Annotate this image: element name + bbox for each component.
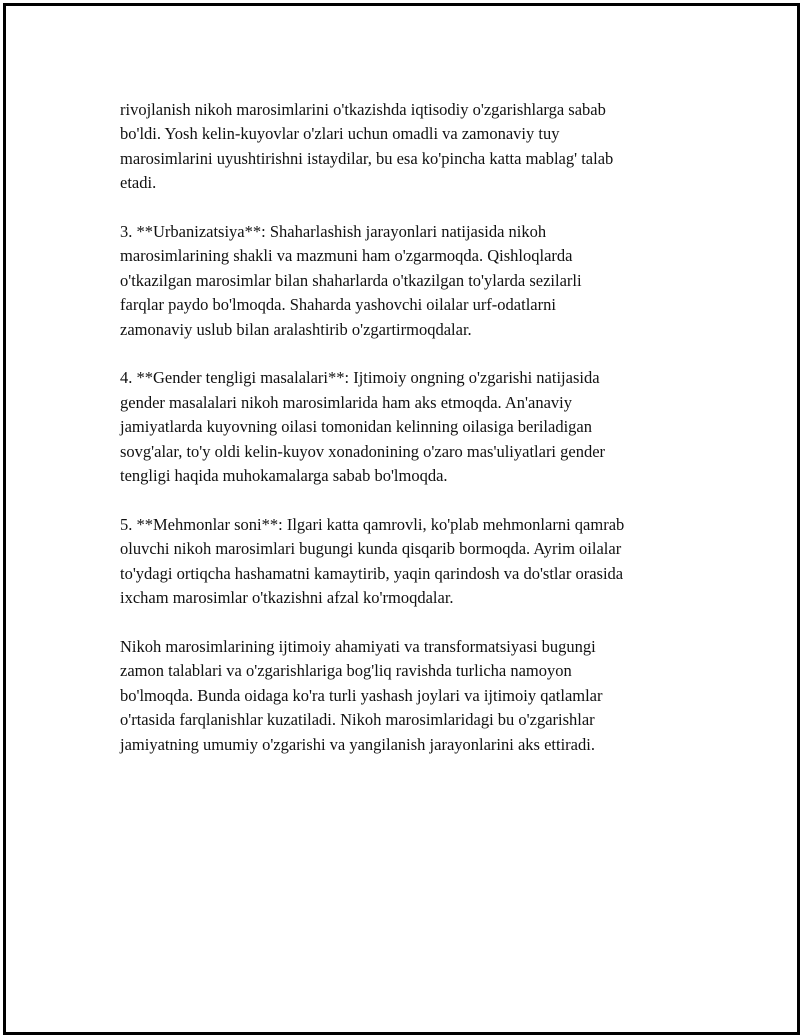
document-body [120, 98, 680, 781]
paragraph-urbanization: 3. **Urbanizatsiya**: Shaharlashish jarayonlari natijasida nikoh marosimlarining shakli va mazmuni ham o'zgarmoqda. Qishloqlarda o'tkazilgan marosimlar bilan shaharlarda o'tkazilgan to'ylarda sezilarli farqlar paydo bo'lmoqda. Shaharda yashovchi oilalar urf-odatlarni zamonaviy uslub bilan aralashtirib o'zgartirmoqdalar. [120, 222, 582, 339]
paragraph-conclusion: Nikoh marosimlarining ijtimoiy ahamiyati va transformatsiyasi bugungi zamon talablari va o'zgarishlariga bog'liq ravishda turlicha namoyon bo'lmoqda. Bunda oidaga ko'ra turli yashash joylari va ijtimoiy qatlamlar o'rtasida farqlanishlar kuzatiladi. Nikoh marosimlaridagi bu o'zgarishlar jamiyatning umumiy o'zgarishi va yangilanish jarayonlarini aks ettiradi. [120, 636, 603, 754]
paragraph-economic-changes: rivojlanish nikoh marosimlarini o'tkazishda iqtisodiy o'zgarishlarga sabab bo'ldi. Yosh kelin-kuyovlar o'zlari uchun omadli va zamonaviy tuy marosimlarini uyushtirishni istaydilar, bu esa ko'pincha katta mablag' talab etadi. [120, 100, 614, 193]
document-page [3, 3, 800, 1035]
paragraph-guest-count: 5. **Mehmonlar soni**: Ilgari katta qamrovli, ko'plab mehmonlarni qamrab oluvchi nikoh marosimlari bugungi kunda qisqarib bormoqda. Ayrim oilalar to'ydagi ortiqcha hashamatni kamaytirib, yaqin qarindosh va do'stlar orasida ixcham marosimlar o'tkazishni afzal ko'rmoqdalar. [120, 514, 625, 608]
paragraph-gender-equality: 4. **Gender tengligi masalalari**: Ijtimoiy ongning o'zgarishi natijasida gender masalalari nikoh marosimlarida ham aks etmoqda. An'anaviy jamiyatlarda kuyovning oilasi tomonidan kelinning oilasiga beriladigan sovg'alar, to'y oldi kelin-kuyov xonadonining o'zaro mas'uliyatlari gender tengligi haqida muhokamalarga sabab bo'lmoqda. [120, 368, 606, 486]
